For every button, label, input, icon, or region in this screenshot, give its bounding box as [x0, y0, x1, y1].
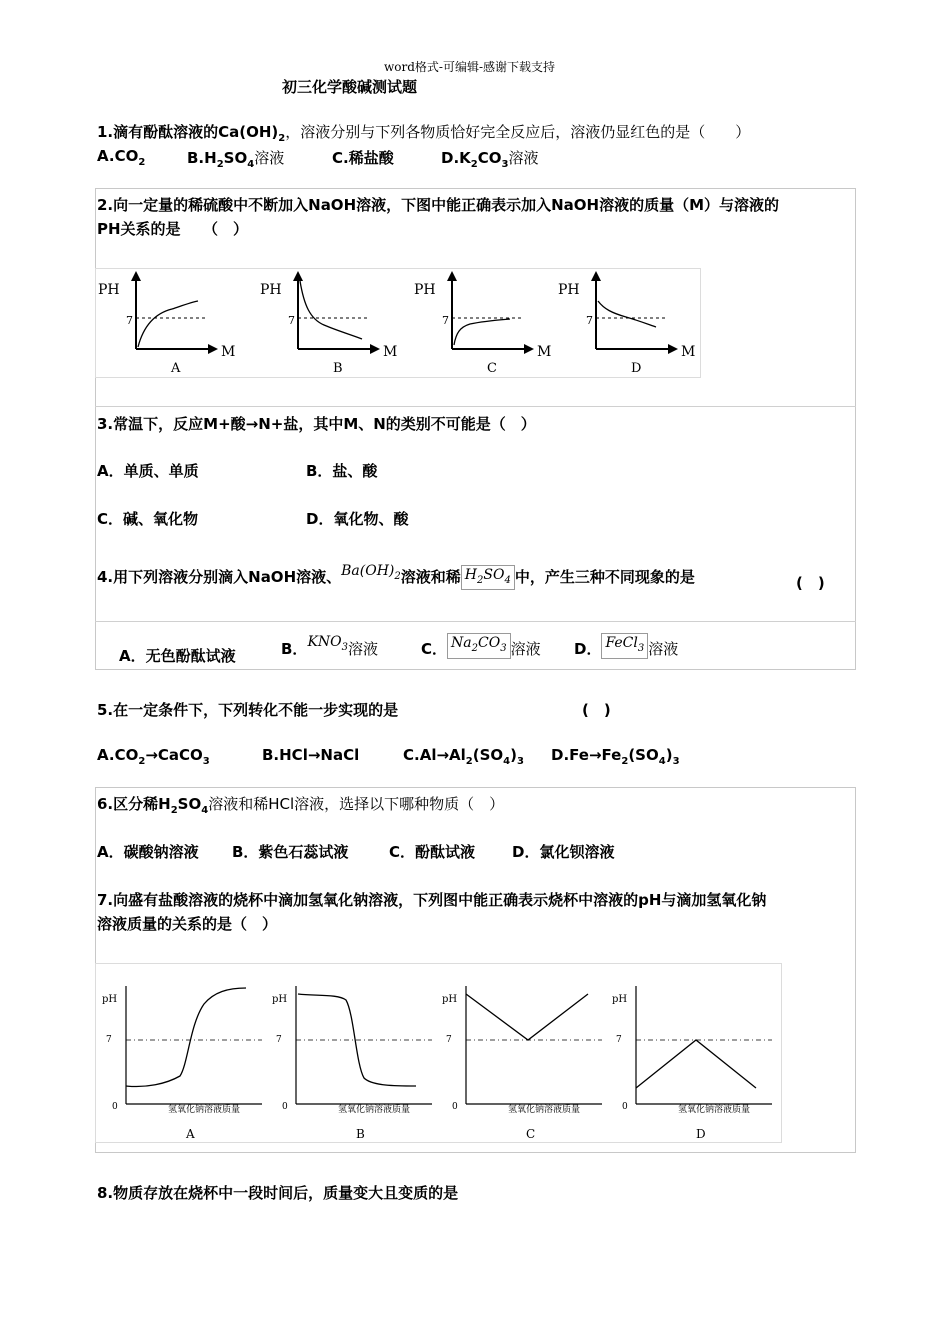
- axis-label: 氢氧化钠溶液质量: [168, 1105, 241, 1115]
- q4-option-a: A．无色酚酞试液: [119, 647, 236, 665]
- q1-option-a: $A.CO_2$: [97, 147, 146, 168]
- q2-figure: [95, 268, 701, 378]
- axis-label: PH: [260, 282, 282, 298]
- q7-graph-c: [442, 986, 602, 1141]
- graph-letter: A: [186, 1127, 195, 1141]
- q4-option-b: B．$KNO_3$溶液: [281, 634, 379, 658]
- q5-answer-paren: ( ): [582, 701, 611, 719]
- q4-option-d: D． FeCl$_3$ 溶液: [574, 635, 679, 658]
- q2-graph-d: [558, 271, 695, 376]
- graph-letter: A: [171, 361, 181, 376]
- h2so4-formula: $H_2SO_4$: [461, 565, 515, 591]
- seven-label: 7: [288, 314, 295, 327]
- axis-label: M: [537, 344, 552, 360]
- seven-label: 7: [126, 314, 133, 327]
- question-2-stem: 2.向一定量的稀硫酸中不断加入NaOH溶液，下图中能正确表示加入NaOH溶液的质量（M）与溶液的: [97, 196, 780, 214]
- q7-graph-b: [272, 986, 432, 1141]
- q3-option-b: B．盐、酸: [306, 462, 378, 480]
- question-2-stem-line2: PH关系的是 （ ）: [97, 220, 249, 238]
- axis-label: 氢氧化钠溶液质量: [338, 1105, 411, 1115]
- q6-option-c: C．酚酞试液: [389, 843, 476, 861]
- divider: [95, 406, 856, 407]
- graph-letter: B: [356, 1127, 365, 1141]
- q3-option-a: A．单质、单质: [97, 462, 199, 480]
- axis-label: pH: [612, 994, 628, 1005]
- axis-label: pH: [442, 994, 458, 1005]
- zero-label: 0: [282, 1102, 288, 1112]
- question-7-stem-line2: 溶液质量的关系的是（ ）: [97, 915, 278, 933]
- axis-label: PH: [98, 282, 120, 298]
- q4-answer-paren: ( ): [796, 574, 825, 592]
- header-note: word格式-可编辑-感谢下载支持: [384, 60, 556, 74]
- seven-label: 7: [446, 1035, 452, 1045]
- q7-graphs: [96, 964, 783, 1144]
- seven-label: 7: [276, 1035, 282, 1045]
- q5-option-d: $D.Fe\to Fe_2(SO_4)_3$: [551, 746, 680, 767]
- seven-label: 7: [106, 1035, 112, 1045]
- q4-option-c: C． $Na_2CO_3$ 溶液: [421, 635, 541, 658]
- divider: [95, 621, 856, 622]
- zero-label: 0: [622, 1102, 628, 1112]
- q6-option-a: A．碳酸钠溶液: [97, 843, 199, 861]
- seven-label: 7: [442, 314, 449, 327]
- q3-option-d: D．氧化物、酸: [306, 510, 409, 528]
- axis-label: M: [383, 344, 398, 360]
- question-5-stem: 5.在一定条件下，下列转化不能一步实现的是: [97, 701, 399, 719]
- ba-oh-2-formula: $Ba(OH)_2$: [341, 563, 401, 582]
- question-3-stem: 3.常温下，反应M+酸→N+盐，其中M、N的类别不可能是（ ）: [97, 415, 536, 433]
- zero-label: 0: [452, 1102, 458, 1112]
- graph-letter: C: [526, 1127, 536, 1141]
- q2-graphs: [96, 269, 702, 379]
- seven-label: 7: [586, 314, 593, 327]
- q3-option-c: C．碱、氧化物: [97, 510, 199, 528]
- q2-graph-b: [260, 271, 397, 376]
- graph-letter: C: [487, 361, 497, 376]
- graph-letter: D: [696, 1127, 706, 1141]
- axis-label: 氢氧化钠溶液质量: [678, 1105, 751, 1115]
- axis-label: pH: [272, 994, 288, 1005]
- q5-option-b: B.HCl→NaCl: [262, 746, 360, 764]
- question-8-stem: 8.物质存放在烧杯中一段时间后，质量变大且变质的是: [97, 1184, 459, 1202]
- question-6-stem: 6.区分稀$H_2SO_4$溶液和稀HCl溶液，选择以下哪种物质（ ）: [97, 795, 505, 816]
- axis-label: PH: [558, 282, 580, 298]
- q1-option-d: $D.K_2CO_3$溶液: [441, 149, 539, 170]
- q6-option-b: B．紫色石蕊试液: [232, 843, 349, 861]
- q2-graph-a: [98, 271, 235, 376]
- q6-option-d: D．氯化钡溶液: [512, 843, 615, 861]
- axis-label: pH: [102, 994, 118, 1005]
- q5-option-a: $A.CO_2\to CaCO_3$: [97, 746, 210, 767]
- q7-graph-a: [102, 986, 262, 1141]
- q2-graph-c: [414, 271, 551, 376]
- page-title: 初三化学酸碱测试题: [282, 78, 418, 96]
- axis-label: PH: [414, 282, 436, 298]
- q7-figure: [95, 963, 782, 1143]
- graph-letter: D: [631, 361, 642, 376]
- axis-label: M: [681, 344, 696, 360]
- axis-label: 氢氧化钠溶液质量: [508, 1105, 581, 1115]
- axis-label: M: [221, 344, 236, 360]
- q5-option-c: $C.Al\to Al_2(SO_4)_3$: [403, 746, 524, 767]
- q1-option-b: $B.H_2SO_4$溶液: [187, 149, 285, 170]
- zero-label: 0: [112, 1102, 118, 1112]
- graph-letter: B: [333, 361, 343, 376]
- q7-graph-d: [612, 986, 772, 1141]
- question-1-stem: 1.滴有酚酞溶液的$Ca(OH)_2$，溶液分别与下列各物质恰好完全反应后，溶液仍显红色的是（ ）: [97, 123, 751, 144]
- question-4-stem: 4.用下列溶液分别滴入NaOH溶液、$Ba(OH)_2$溶液和稀 $H_2SO_4$ 中，产生三种不同现象的是: [97, 562, 695, 592]
- question-7-stem: 7.向盛有盐酸溶液的烧杯中滴加氢氧化钠溶液，下列图中能正确表示烧杯中溶液的pH与滴加氢氧化钠: [97, 891, 767, 909]
- seven-label: 7: [616, 1035, 622, 1045]
- q1-option-c: C.稀盐酸: [332, 149, 394, 167]
